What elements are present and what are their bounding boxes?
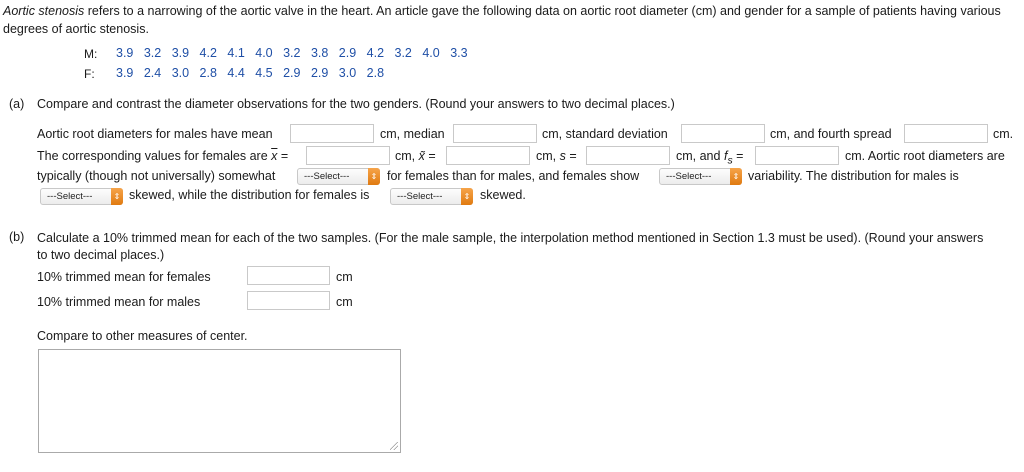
line2-end: cm. Aortic root diameters are [845, 149, 1005, 163]
chevron-updown-icon: ⇕ [730, 168, 742, 185]
compare-textarea[interactable] [38, 349, 401, 453]
female-sd-input[interactable] [586, 146, 670, 165]
line4-end: skewed. [480, 188, 526, 202]
female-trimmed-label: 10% trimmed mean for females [37, 270, 211, 284]
male-fs-label: cm, and fourth spread [770, 127, 892, 141]
male-fs-input[interactable] [904, 124, 988, 143]
chevron-updown-icon: ⇕ [368, 168, 380, 185]
resize-grip-icon[interactable] [390, 442, 398, 450]
intro-italic: Aortic stenosis [3, 4, 85, 18]
chevron-updown-icon: ⇕ [461, 188, 473, 205]
female-skew-select[interactable]: ---Select--- ⇕ [390, 188, 473, 205]
line3-start: typically (though not universally) somewhat [37, 169, 276, 183]
xbar-symbol: $\overline{x}$ [271, 149, 278, 163]
xtilde-symbol: x̃ [418, 149, 425, 163]
male-mean-label: Aortic root diameters for males have mean [37, 127, 273, 141]
male-values: 3.9 3.2 3.9 4.2 4.1 4.0 3.2 3.8 2.9 4.2 3.2 4.0 3.3 [116, 46, 468, 60]
female-median-label: cm, x̃ = [395, 149, 436, 163]
size-comparison-select[interactable]: ---Select--- ⇕ [297, 168, 380, 185]
problem-intro [3, 2, 1021, 38]
female-mean-input[interactable] [306, 146, 390, 165]
line3-mid: for females than for males, and females show [387, 169, 640, 183]
female-label: F: [84, 67, 95, 81]
male-median-input[interactable] [453, 124, 537, 143]
female-trimmed-input[interactable] [247, 266, 330, 285]
female-sd-label: cm, s = [536, 149, 577, 163]
male-sd-label: cm, standard deviation [542, 127, 668, 141]
compare-label: Compare to other measures of center. [37, 329, 248, 343]
part-b-prompt: Calculate a 10% trimmed mean for each of the two samples. (For the male sample, the interpolation method mentioned in Section 1.3 must be used). (Round your answers to two decimal places.) [37, 231, 984, 262]
part-b-label: (b) [9, 230, 25, 244]
female-fs-label: cm, and $f_s$ = [676, 149, 744, 167]
intro-text: refers to a narrowing of the aortic valve in the heart. An article gave the following data on aortic root diameter (cm) and gender for a sample of patients having various degrees of aortic stenosis. [3, 4, 1001, 36]
variability-select[interactable]: ---Select--- ⇕ [659, 168, 742, 185]
line3-end: variability. The distribution for males is [748, 169, 959, 183]
line1-end: cm. [993, 127, 1014, 141]
line4-mid: skewed, while the distribution for females is [129, 188, 370, 202]
male-label: M: [84, 47, 98, 61]
female-fs-input[interactable] [755, 146, 839, 165]
male-median-label: cm, median [380, 127, 445, 141]
part-a-prompt: Compare and contrast the diameter observations for the two genders. (Round your answers to two decimal places.) [37, 97, 675, 111]
part-a-label: (a) [9, 97, 25, 111]
female-values: 3.9 2.4 3.0 2.8 4.4 4.5 2.9 2.9 3.0 2.8 [116, 66, 385, 80]
female-trimmed-unit: cm [336, 270, 353, 284]
male-trimmed-input[interactable] [247, 291, 330, 310]
male-skew-select[interactable]: ---Select--- ⇕ [40, 188, 123, 205]
male-trimmed-label: 10% trimmed mean for males [37, 295, 201, 309]
female-median-input[interactable] [446, 146, 530, 165]
chevron-updown-icon: ⇕ [111, 188, 123, 205]
male-sd-input[interactable] [681, 124, 765, 143]
male-trimmed-unit: cm [336, 295, 353, 309]
female-values-label: The corresponding values for females are $\overline{x}$ = [37, 149, 289, 163]
male-mean-input[interactable] [290, 124, 374, 143]
